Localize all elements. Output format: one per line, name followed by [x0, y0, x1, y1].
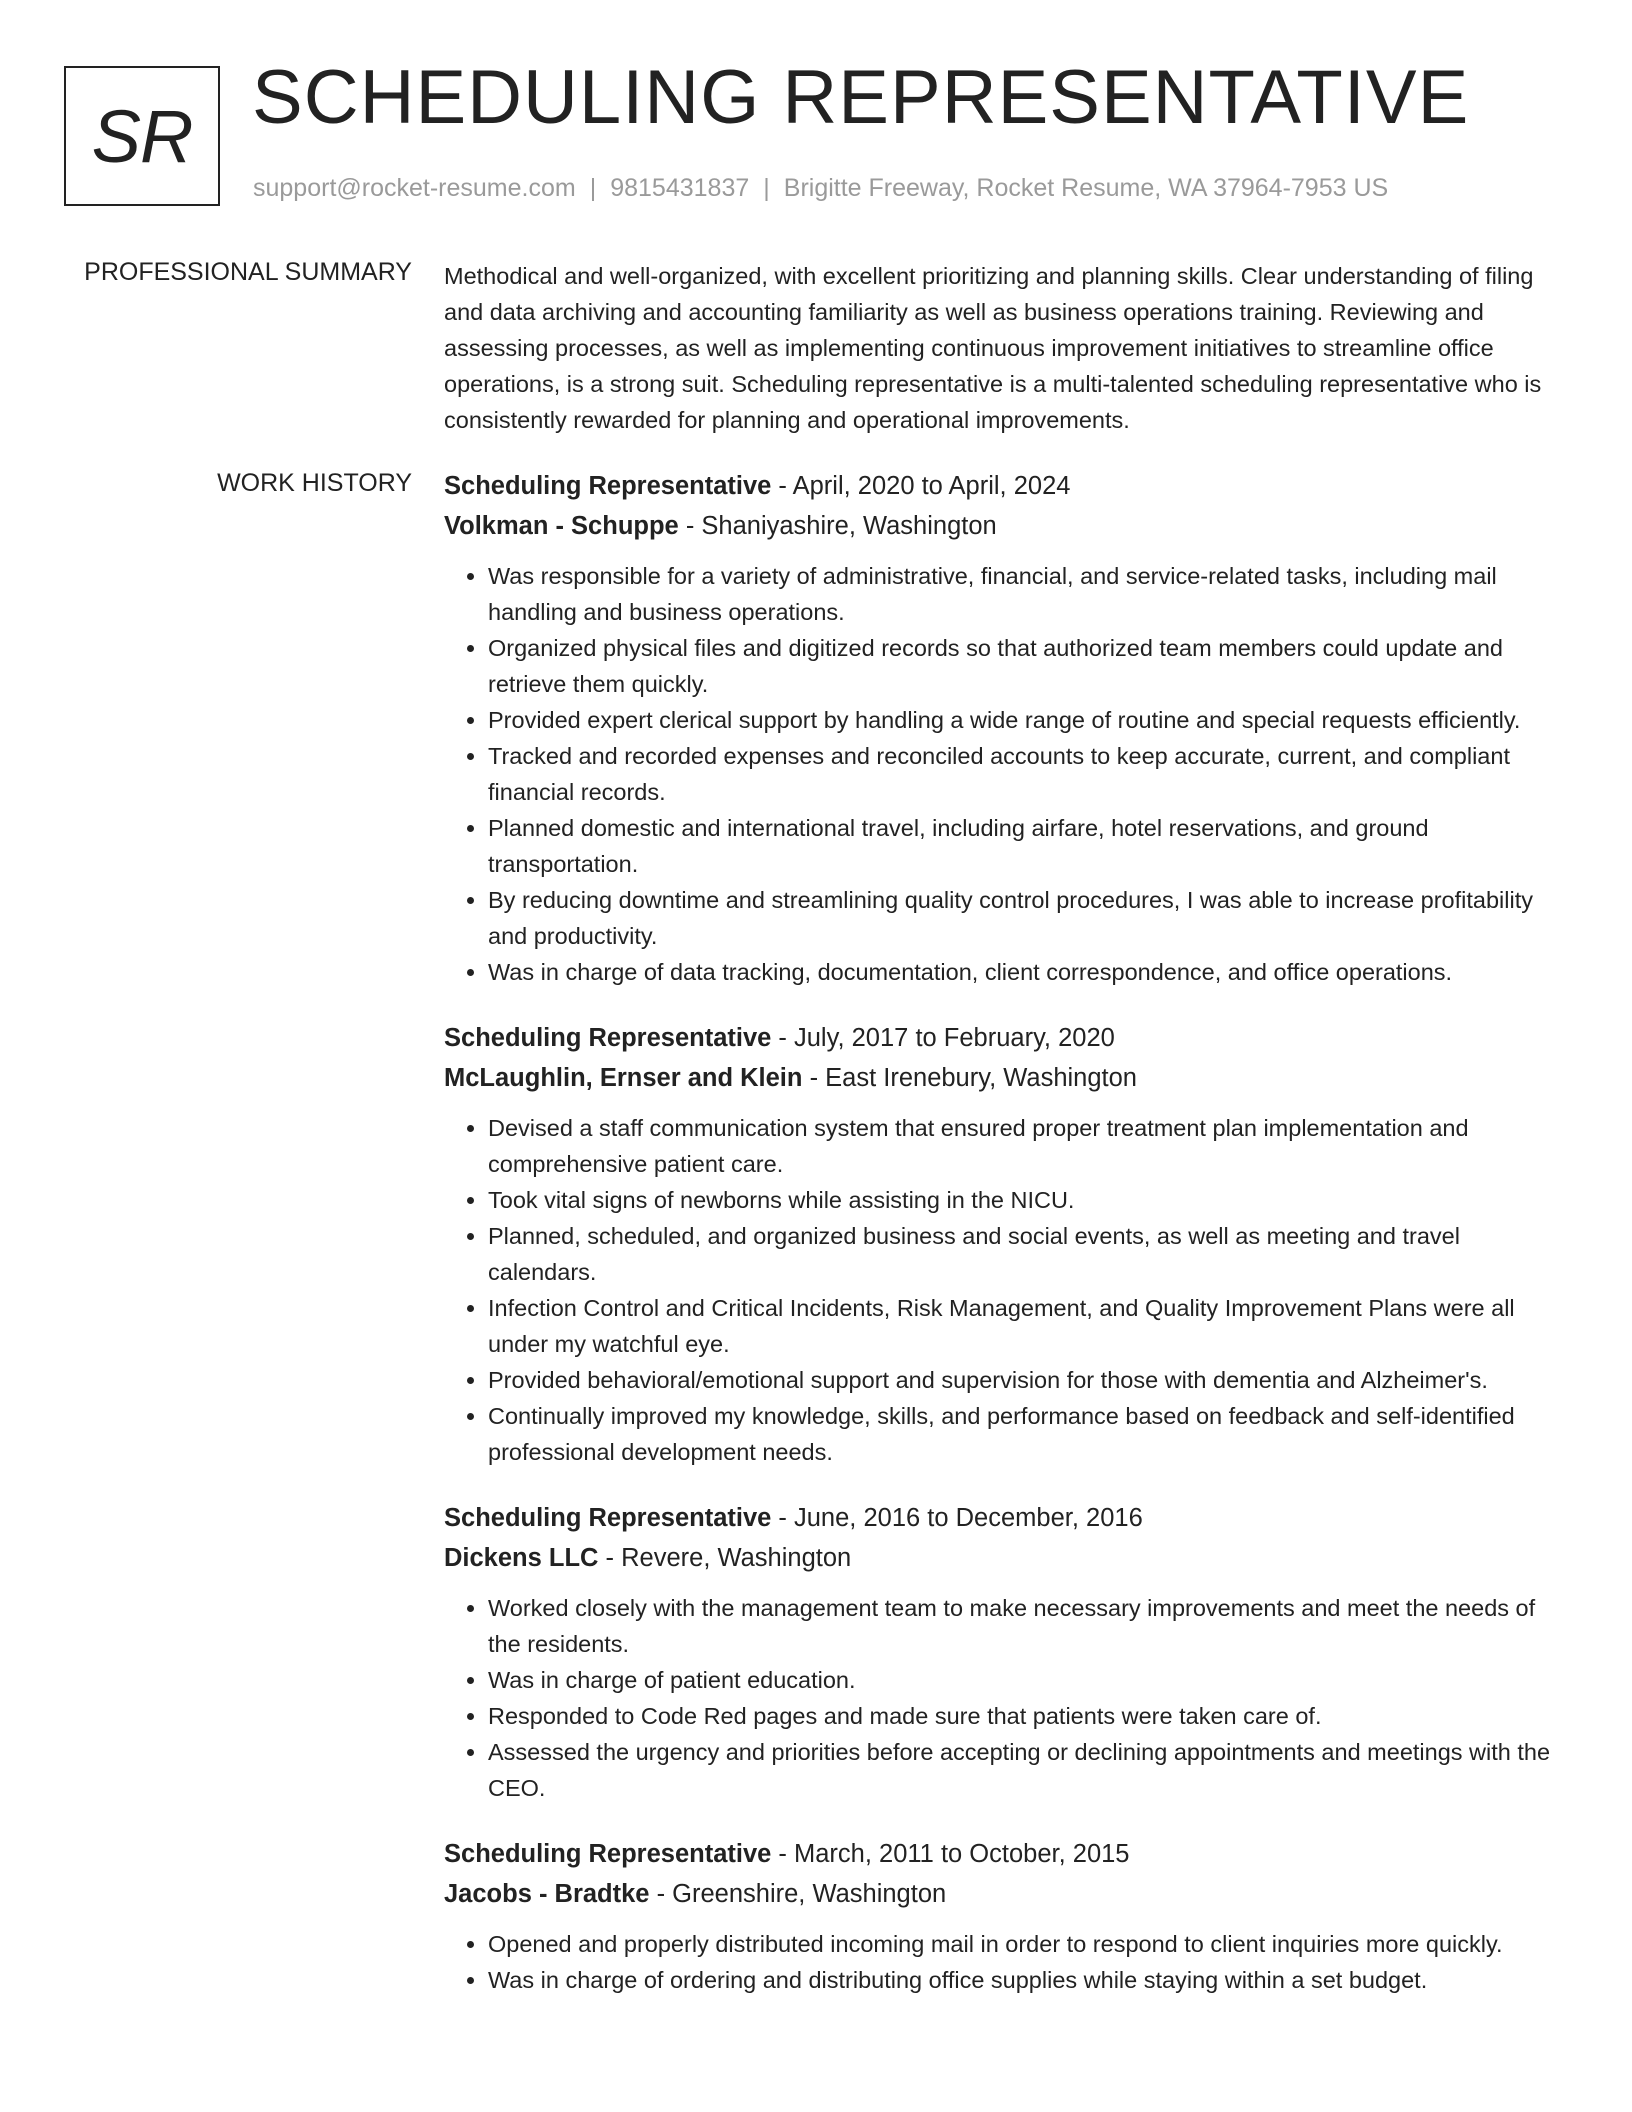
- work-section-label: WORK HISTORY: [217, 469, 412, 497]
- job-title: Scheduling Representative: [444, 1024, 772, 1052]
- contact-email[interactable]: support@rocket-resume.com: [253, 174, 576, 202]
- contact-address: Brigitte Freeway, Rocket Resume, WA 37964-7953 US: [783, 174, 1389, 202]
- job-bullet: • Opened and properly distributed incoming mail in order to respond to client inquiries more quickly.: [488, 1926, 1556, 1962]
- job-bullet: • Organized physical files and digitized records so that authorized team members could update and retrieve them quickly.: [488, 630, 1556, 702]
- job-bullets: [444, 1926, 1556, 1998]
- job-dates: - June, 2016 to December, 2016: [771, 1504, 1143, 1532]
- job-bullet: • By reducing downtime and streamlining quality control procedures, I was able to increase profitability and productivity.: [488, 882, 1556, 954]
- contact-phone[interactable]: 9815431837: [610, 174, 750, 202]
- job-bullet: • Planned, scheduled, and organized business and social events, as well as meeting and travel calendars.: [488, 1218, 1556, 1290]
- job-bullets: [444, 1110, 1556, 1470]
- job-bullet: • Devised a staff communication system that ensured proper treatment plan implementation and comprehensive patient care.: [488, 1110, 1556, 1182]
- job-bullets: [444, 1590, 1556, 1806]
- job-dates: - July, 2017 to February, 2020: [771, 1024, 1115, 1052]
- job-company-line: [444, 506, 1556, 546]
- job-bullet: • Responded to Code Red pages and made sure that patients were taken care of.: [488, 1698, 1556, 1734]
- summary-text: Methodical and well-organized, with excellent prioritizing and planning skills. Clear understanding of filing and data archiving and accounting familiarity as well as business operations training. Reviewing and assessing processes, as well as implementing continuous improvement initiatives to streamline office operations, is a strong suit. Scheduling representative is a multi-talented scheduling representative who is consistently rewarded for planning and operational improvements.: [444, 263, 1542, 433]
- job-bullet: • Infection Control and Critical Incidents, Risk Management, and Quality Improvement Plans were all under my watchful eye.: [488, 1290, 1556, 1362]
- job-bullet: • Planned domestic and international travel, including airfare, hotel reservations, and ground transportation.: [488, 810, 1556, 882]
- monogram-box: [64, 66, 220, 206]
- contact-line: [253, 174, 1388, 203]
- job-bullet: • Was in charge of patient education.: [488, 1662, 1556, 1698]
- job-title: Scheduling Representative: [444, 472, 772, 500]
- job-title: Scheduling Representative: [444, 1840, 772, 1868]
- job-title-line: [444, 1498, 1556, 1538]
- work-history-list: [444, 466, 1556, 2026]
- job-bullet: • Provided behavioral/emotional support and supervision for those with dementia and Alzheimer's.: [488, 1362, 1556, 1398]
- resume-name-title: SCHEDULING REPRESENTATIVE: [252, 55, 1470, 140]
- job-bullet: • Continually improved my knowledge, skills, and performance based on feedback and self-identified professional development needs.: [488, 1398, 1556, 1470]
- job-company-line: [444, 1874, 1556, 1914]
- job-company: McLaughlin, Ernser and Klein: [444, 1064, 803, 1092]
- job-location: - Greenshire, Washington: [649, 1880, 947, 1908]
- job-company: Jacobs - Bradtke: [444, 1880, 650, 1908]
- job-company: Dickens LLC: [444, 1544, 599, 1572]
- job-bullet: • Took vital signs of newborns while assisting in the NICU.: [488, 1182, 1556, 1218]
- job-bullet: • Provided expert clerical support by handling a wide range of routine and special requests efficiently.: [488, 702, 1556, 738]
- job-company-line: [444, 1058, 1556, 1098]
- job-company-line: [444, 1538, 1556, 1578]
- job-bullet: • Was responsible for a variety of administrative, financial, and service-related tasks, including mail handling and business operations.: [488, 558, 1556, 630]
- monogram-initials: SR: [91, 94, 193, 178]
- job-location: - Shaniyashire, Washington: [678, 512, 997, 540]
- job-dates: - April, 2020 to April, 2024: [771, 472, 1071, 500]
- job-entry: [444, 466, 1556, 990]
- job-dates: - March, 2011 to October, 2015: [771, 1840, 1130, 1868]
- contact-separator: |: [589, 174, 597, 202]
- job-entry: [444, 1018, 1556, 1470]
- job-title-line: [444, 1018, 1556, 1058]
- job-title: Scheduling Representative: [444, 1504, 772, 1532]
- job-bullet: • Assessed the urgency and priorities before accepting or declining appointments and meetings with the CEO.: [488, 1734, 1556, 1806]
- job-bullets: [444, 558, 1556, 990]
- job-title-line: [444, 466, 1556, 506]
- job-bullet: • Worked closely with the management team to make necessary improvements and meet the needs of the residents.: [488, 1590, 1556, 1662]
- contact-separator: |: [763, 174, 770, 202]
- job-company: Volkman - Schuppe: [444, 512, 679, 540]
- job-bullet: • Was in charge of ordering and distributing office supplies while staying within a set budget.: [488, 1962, 1556, 1998]
- job-bullet: • Was in charge of data tracking, documentation, client correspondence, and office operations.: [488, 954, 1556, 990]
- job-title-line: [444, 1834, 1556, 1874]
- job-bullet: • Tracked and recorded expenses and reconciled accounts to keep accurate, current, and compliant financial records.: [488, 738, 1556, 810]
- summary-section-label: PROFESSIONAL SUMMARY: [84, 258, 412, 286]
- job-location: - Revere, Washington: [598, 1544, 852, 1572]
- job-location: - East Irenebury, Washington: [802, 1064, 1137, 1092]
- job-entry: [444, 1498, 1556, 1806]
- job-entry: [444, 1834, 1556, 1998]
